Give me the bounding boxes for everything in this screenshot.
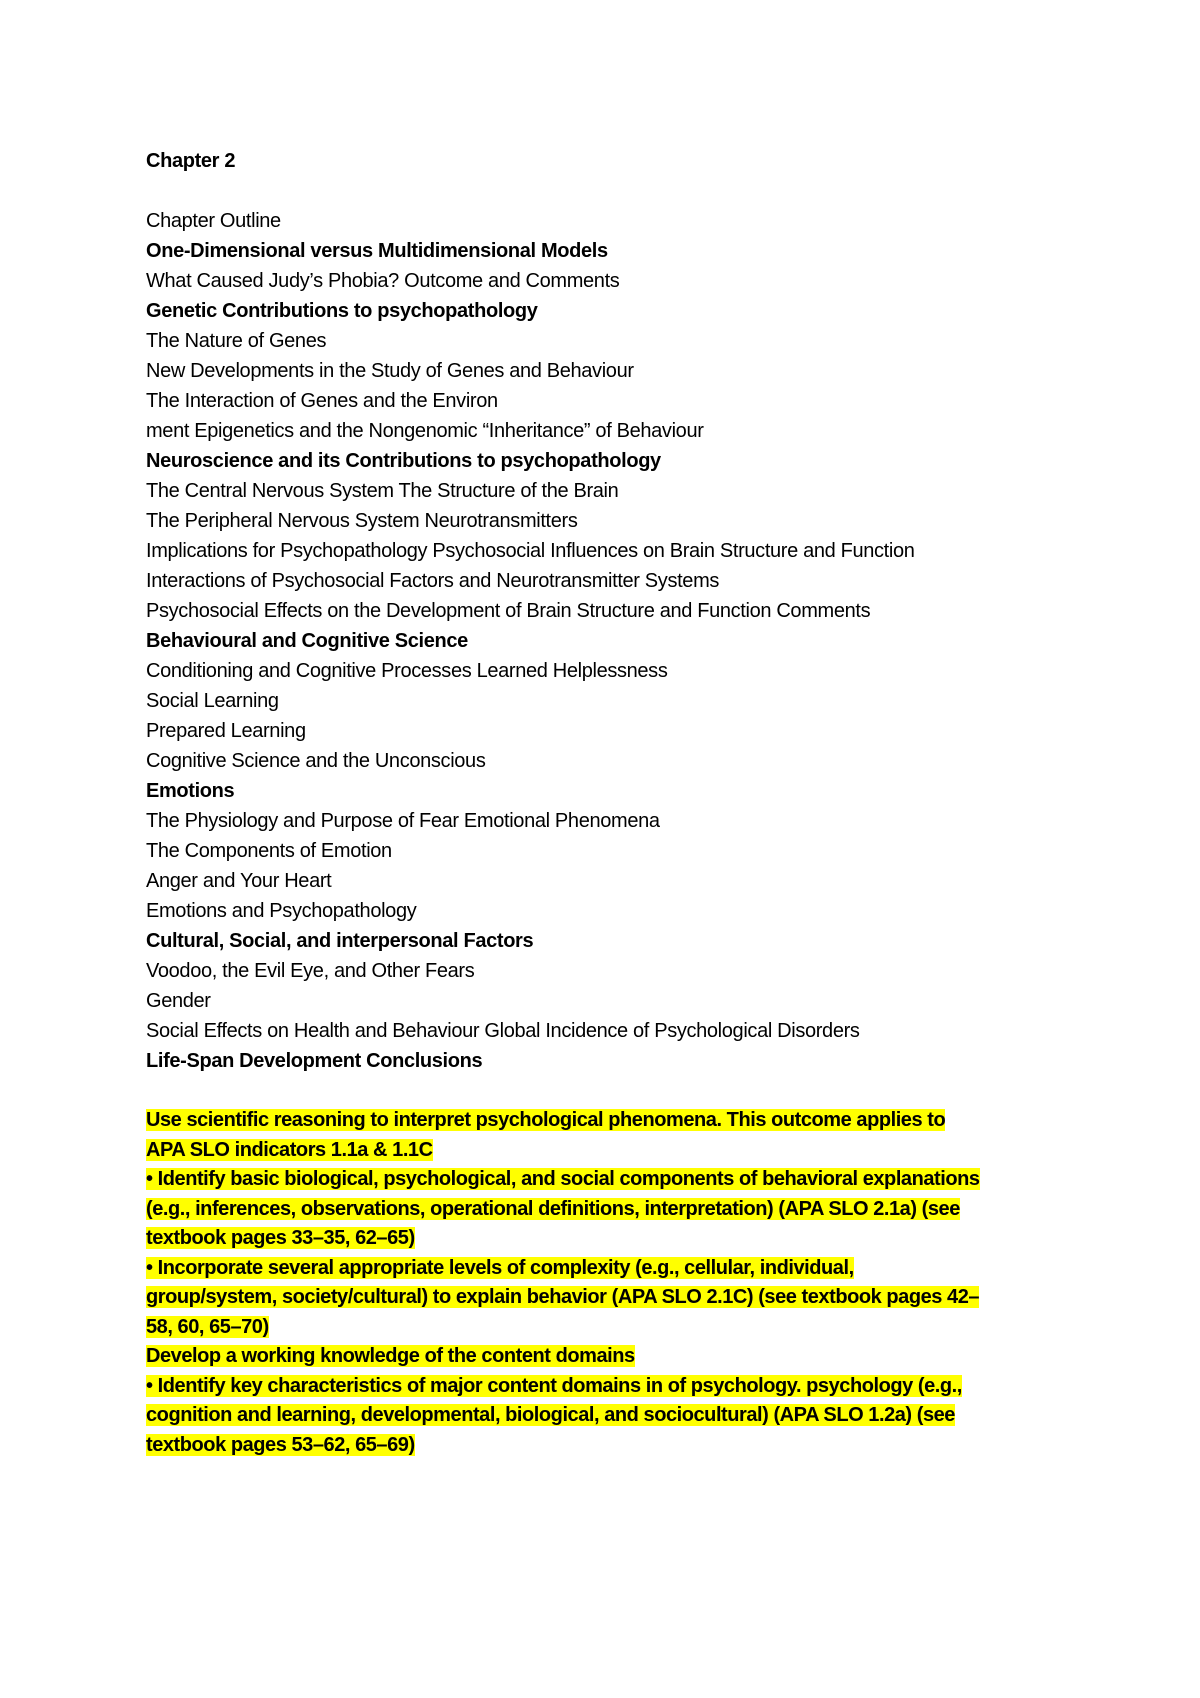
highlighted-text: • Identify key characteristics of major content domains in of psychology. psychology (e.g., xyxy=(146,1374,962,1397)
outline-item: Cognitive Science and the Unconscious xyxy=(146,750,486,772)
highlighted-text: • Identify basic biological, psychological, and social components of behavioral explanations xyxy=(146,1168,980,1190)
outcome-line xyxy=(146,1195,1076,1225)
outline-section-heading: Neuroscience and its Contributions to psychopathology xyxy=(146,450,661,472)
outline-item: Emotions and Psychopathology xyxy=(146,900,417,922)
outcome-line xyxy=(146,1342,1076,1372)
highlighted-text: textbook pages 53–62, 65–69) xyxy=(146,1433,415,1456)
outcome-line xyxy=(146,1224,1076,1254)
outline-item: The Components of Emotion xyxy=(146,840,392,862)
outline-item: Anger and Your Heart xyxy=(146,870,332,892)
highlighted-text: textbook pages 33–35, 62–65) xyxy=(146,1227,415,1249)
outcome-line xyxy=(146,1283,1076,1313)
outcome-line xyxy=(146,1313,1076,1343)
outline-item: New Developments in the Study of Genes and Behaviour xyxy=(146,360,634,382)
outline-item: Voodoo, the Evil Eye, and Other Fears xyxy=(146,960,475,982)
outline-section-heading: Behavioural and Cognitive Science xyxy=(146,630,468,652)
document-body xyxy=(146,146,1076,1460)
learning-outcomes xyxy=(146,1106,1076,1460)
outcome-line xyxy=(146,1401,1076,1431)
outline-item: The Central Nervous System The Structure of the Brain xyxy=(146,480,619,502)
highlighted-text: APA SLO indicators 1.1a & 1.1C xyxy=(146,1138,433,1161)
outline-item: The Physiology and Purpose of Fear Emotional Phenomena xyxy=(146,810,660,832)
outline-item: Social Learning xyxy=(146,690,279,712)
outline-item: The Interaction of Genes and the Environ xyxy=(146,390,498,412)
outline-item: Chapter Outline xyxy=(146,210,281,232)
outline-item: The Peripheral Nervous System Neurotransmitters xyxy=(146,510,578,532)
outcome-line xyxy=(146,1106,1076,1136)
highlighted-text: (e.g., inferences, observations, operational definitions, interpretation) (APA SLO 2.1a) (see xyxy=(146,1197,960,1220)
highlighted-text: Use scientific reasoning to interpret psychological phenomena. This outcome applies to xyxy=(146,1109,946,1131)
outline-item: Conditioning and Cognitive Processes Learned Helplessness xyxy=(146,660,668,682)
outline-item: The Nature of Genes xyxy=(146,330,327,352)
highlighted-text: group/system, society/cultural) to explain behavior (APA SLO 2.1C) (see textbook pages 42– xyxy=(146,1286,980,1308)
outline-section-heading: Life-Span Development Conclusions xyxy=(146,1050,483,1072)
chapter-outline xyxy=(146,206,1076,1076)
outline-item: ment Epigenetics and the Nongenomic “Inheritance” of Behaviour xyxy=(146,420,704,442)
outline-item: Implications for Psychopathology Psychosocial Influences on Brain Structure and Function xyxy=(146,540,915,562)
highlighted-text: Develop a working knowledge of the content domains xyxy=(146,1345,635,1367)
outline-section-heading: Cultural, Social, and interpersonal Factors xyxy=(146,930,534,952)
outcome-line xyxy=(146,1254,1076,1284)
outline-section-heading: Genetic Contributions to psychopathology xyxy=(146,300,538,322)
outline-item: Gender xyxy=(146,990,211,1012)
outline-item: Prepared Learning xyxy=(146,720,306,742)
outcome-line xyxy=(146,1165,1076,1195)
highlighted-text: 58, 60, 65–70) xyxy=(146,1315,269,1338)
highlighted-text: cognition and learning, developmental, biological, and sociocultural) (APA SLO 1.2a) (see xyxy=(146,1404,955,1426)
chapter-heading: Chapter 2 xyxy=(146,150,236,172)
outline-section-heading: Emotions xyxy=(146,780,235,802)
highlighted-text: • Incorporate several appropriate levels of complexity (e.g., cellular, individual, xyxy=(146,1256,854,1279)
outcome-line xyxy=(146,1136,1076,1166)
outline-item: Social Effects on Health and Behaviour Global Incidence of Psychological Disorders xyxy=(146,1020,860,1042)
outcome-line xyxy=(146,1431,1076,1461)
outcome-line xyxy=(146,1372,1076,1402)
outline-item: Psychosocial Effects on the Development of Brain Structure and Function Comments xyxy=(146,600,871,622)
spacer xyxy=(146,176,1076,206)
outline-section-heading: One-Dimensional versus Multidimensional Models xyxy=(146,240,608,262)
outline-item: What Caused Judy’s Phobia? Outcome and Comments xyxy=(146,270,620,292)
outline-item: Interactions of Psychosocial Factors and Neurotransmitter Systems xyxy=(146,570,720,592)
spacer xyxy=(146,1076,1076,1106)
